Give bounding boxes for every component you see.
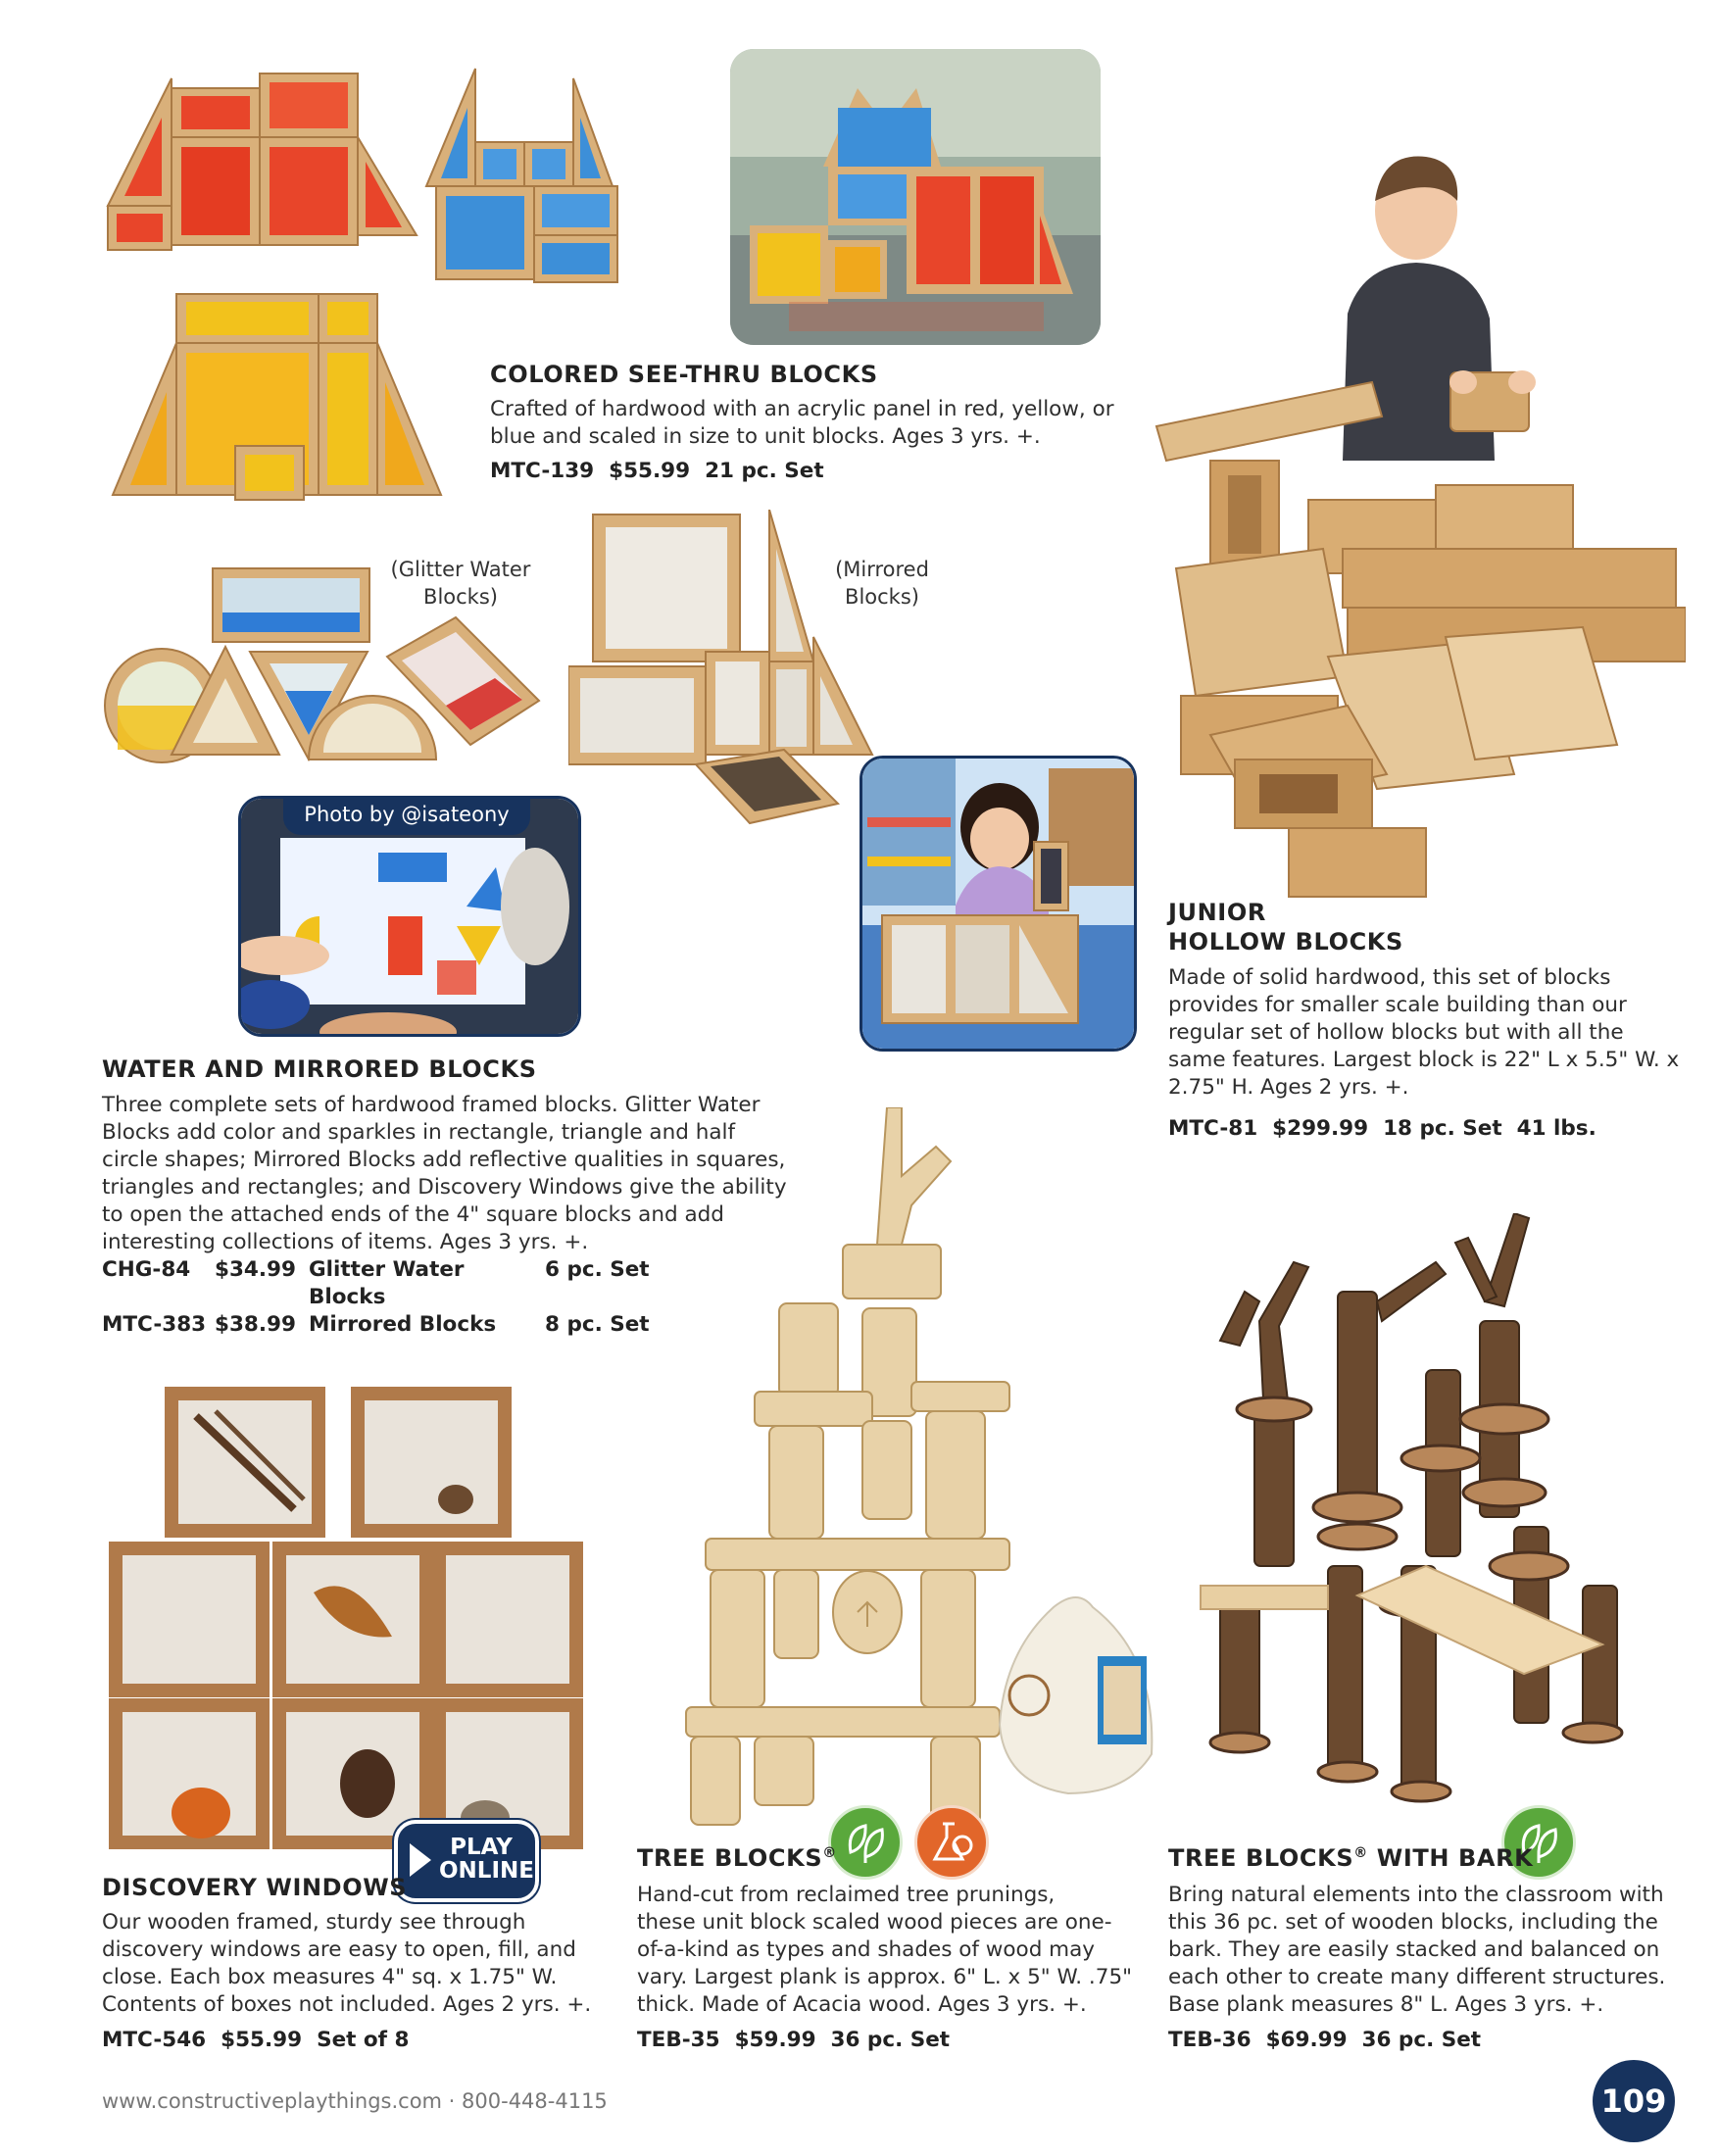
desc-line: Our wooden framed, sturdy see through	[102, 1910, 526, 1935]
sku: MTC-383	[102, 1312, 207, 1337]
hollow-blocks-sku-line	[1168, 1115, 1596, 1143]
registered-mark: ®	[1353, 1845, 1368, 1861]
hollow-blocks-title	[1168, 898, 1403, 956]
yellow-block-set	[113, 294, 441, 500]
caption-line: (Glitter Water	[390, 558, 531, 581]
colored-blocks-sku-line	[490, 458, 824, 485]
sku: MTC-546	[102, 2028, 207, 2052]
desc-line: blue and scaled in size to unit blocks. Ages 3 yrs. +.	[490, 424, 1041, 449]
title-line: HOLLOW BLOCKS	[1168, 928, 1403, 956]
eco-leaf-badge	[828, 1805, 903, 1880]
caption-line: Blocks)	[423, 585, 498, 609]
price: $55.99	[609, 459, 691, 483]
title-text: WITH BARK	[1367, 1844, 1534, 1872]
desc-line: interesting collections of items. Ages 3 yrs. +.	[102, 1230, 589, 1254]
caption-line: (Mirrored	[835, 558, 929, 581]
leaf-icon	[831, 1808, 900, 1877]
desc-line: each other to create many different structures.	[1168, 1965, 1666, 1989]
set-size: 18 pc. Set	[1383, 1116, 1502, 1141]
photo-credit-tab	[283, 796, 530, 835]
desc-line: these unit block scaled wood pieces are one-	[637, 1910, 1112, 1935]
sku: MTC-139	[490, 459, 595, 483]
tree-blocks-sku-line	[637, 2027, 950, 2054]
desc-line: Blocks add color and sparkles in rectangle, triangle and half	[102, 1120, 736, 1145]
red-block-set	[108, 74, 417, 250]
title-line: JUNIOR	[1168, 899, 1266, 926]
tree-blocks-description	[637, 1882, 1132, 2019]
water-mirrored-title: WATER AND MIRRORED BLOCKS	[102, 1055, 537, 1083]
play-online-button[interactable]	[394, 1820, 539, 1902]
label-line: PLAY	[450, 1835, 513, 1860]
set-size: 36 pc. Set	[830, 2028, 951, 2052]
desc-line: Bring natural elements into the classroom with	[1168, 1883, 1664, 1907]
tree-blocks-bark-title	[1168, 1844, 1533, 1872]
girl-with-mirror-blocks-photo	[860, 756, 1137, 1052]
set-size: 21 pc. Set	[705, 459, 824, 483]
sku-row	[102, 1256, 650, 1311]
title-text: TREE BLOCKS	[637, 1844, 823, 1872]
desc-line: discovery windows are easy to open, fill, and	[102, 1937, 576, 1962]
desc-line: of-a-kind as types and shades of wood may	[637, 1937, 1096, 1962]
label-line: ONLINE	[439, 1858, 534, 1884]
sku: MTC-81	[1168, 1116, 1258, 1141]
footer-contact: www.constructiveplaythings.com · 800-448-4115	[102, 2089, 608, 2113]
registered-mark: ®	[822, 1845, 837, 1861]
page-number: 109	[1600, 2082, 1667, 2120]
desc-line: Crafted of hardwood with an acrylic panel in red, yellow, or	[490, 397, 1114, 421]
set-size: 6 pc. Set	[545, 1257, 650, 1282]
desc-line: triangles and rectangles; and Discovery Windows give the ability	[102, 1175, 787, 1200]
glitter-water-caption	[372, 556, 549, 611]
desc-line: Three complete sets of hardwood framed blocks. Glitter Water	[102, 1093, 761, 1117]
price: $34.99	[215, 1257, 296, 1282]
desc-line: circle shapes; Mirrored Blocks add reflective qualities in squares,	[102, 1148, 786, 1172]
cloth-bag	[1000, 1597, 1152, 1793]
tree-blocks-bark-description	[1168, 1882, 1665, 2019]
stem-science-badge	[914, 1805, 989, 1880]
mirrored-blocks-caption	[804, 556, 960, 611]
tree-blocks-bark-product-image	[1191, 1213, 1651, 1821]
desc-line: close. Each box measures 4" sq. x 1.75" W.	[102, 1965, 558, 1989]
play-online-label	[439, 1835, 534, 1884]
weight: 41 lbs.	[1516, 1116, 1596, 1141]
desc-line: provides for smaller scale building than our	[1168, 993, 1627, 1017]
price: $38.99	[215, 1312, 296, 1337]
tree-blocks-title	[637, 1844, 837, 1872]
caption-line: Blocks)	[845, 585, 919, 609]
desc-line: this 36 pc. set of wooden blocks, including the	[1168, 1910, 1658, 1935]
colored-blocks-title: COLORED SEE-THRU BLOCKS	[490, 361, 878, 388]
play-icon	[410, 1843, 431, 1877]
set-size: Set of 8	[317, 2028, 410, 2052]
price: $59.99	[734, 2028, 816, 2052]
sku-row	[102, 1311, 650, 1339]
tree-blocks-bark-sku-line	[1168, 2027, 1481, 2054]
desc-line: Base plank measures 8" L. Ages 3 yrs. +.	[1168, 1992, 1604, 2017]
desc-line: regular set of hollow blocks but with all the	[1168, 1020, 1624, 1045]
price: $299.99	[1272, 1116, 1369, 1141]
desc-line: to open the attached ends of the 4" square blocks and add	[102, 1202, 724, 1227]
price: $55.99	[221, 2028, 303, 2052]
discovery-windows-title: DISCOVERY WINDOWS	[102, 1874, 408, 1901]
desc-line: vary. Largest plank is approx. 6" L. x 5" W. .75"	[637, 1965, 1133, 1989]
set-size: 8 pc. Set	[545, 1312, 650, 1337]
colored-blocks-description	[490, 396, 1114, 451]
hollow-blocks-product-image	[1152, 147, 1686, 906]
sku: TEB-35	[637, 2028, 720, 2052]
photo-credit: Photo by @isateony	[304, 803, 510, 826]
water-mirrored-sku-table	[102, 1256, 650, 1339]
desc-line: thick. Made of Acacia wood. Ages 3 yrs. +.	[637, 1992, 1087, 2017]
colored-blocks-outdoor-photo	[730, 49, 1101, 345]
title-text: TREE BLOCKS	[1168, 1844, 1354, 1872]
sku: TEB-36	[1168, 2028, 1252, 2052]
flask-gear-icon	[917, 1808, 986, 1877]
product-name: Mirrored Blocks	[309, 1312, 497, 1337]
desc-line: same features. Largest block is 22" L x 5.5" W. x	[1168, 1048, 1680, 1072]
discovery-windows-description	[102, 1909, 591, 2019]
desc-line: bark. They are easily stacked and balanced on	[1168, 1937, 1660, 1962]
blue-block-set	[426, 69, 617, 282]
hollow-blocks-description	[1168, 964, 1679, 1102]
desc-line: 2.75" H. Ages 2 yrs. +.	[1168, 1075, 1409, 1100]
page-number-badge	[1593, 2060, 1675, 2142]
sku: CHG-84	[102, 1257, 191, 1282]
desc-line: Contents of boxes not included. Ages 2 yrs. +.	[102, 1992, 592, 2017]
price: $69.99	[1265, 2028, 1348, 2052]
product-name: Glitter Water Blocks	[309, 1257, 465, 1309]
set-size: 36 pc. Set	[1361, 2028, 1482, 2052]
discovery-windows-sku-line	[102, 2027, 409, 2054]
tree-blocks-product-image	[666, 1107, 1166, 1833]
desc-line: Hand-cut from reclaimed tree prunings,	[637, 1883, 1056, 1907]
discovery-windows-product-image	[108, 1382, 588, 1852]
desc-line: Made of solid hardwood, this set of blocks	[1168, 965, 1611, 990]
